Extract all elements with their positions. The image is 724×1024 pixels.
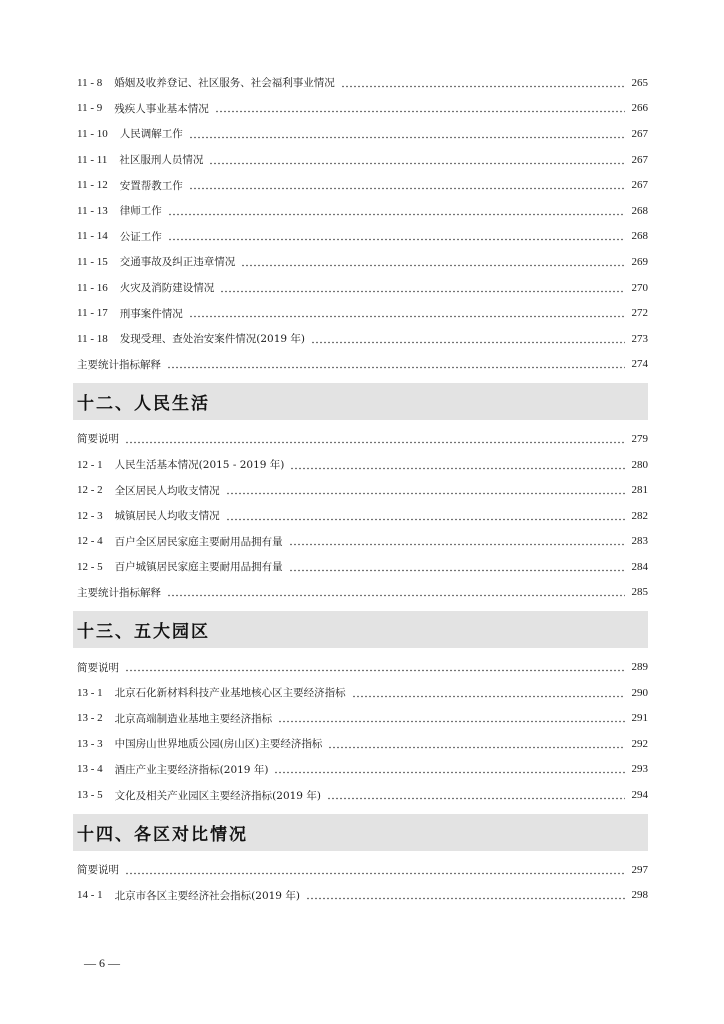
toc-entry[interactable] <box>73 172 648 198</box>
entry-title: 北京市各区主要经济社会指标(2019 年) <box>114 889 300 902</box>
entry-title: 主要统计指标解释 <box>77 358 161 371</box>
entry-title: 简要说明 <box>77 661 119 674</box>
dot-leader <box>241 257 625 267</box>
toc-entry[interactable] <box>73 198 648 224</box>
dot-leader <box>125 434 625 444</box>
dot-leader <box>189 180 625 190</box>
entry-page-number: 272 <box>631 307 648 320</box>
entry-number: 11 - 11 <box>77 153 108 166</box>
toc-entry[interactable] <box>73 705 648 731</box>
entry-title: 人民生活基本情况(2015 - 2019 年) <box>114 459 285 472</box>
toc-entry[interactable] <box>73 580 648 606</box>
dot-leader <box>327 790 625 800</box>
entry-page-number: 284 <box>631 560 648 573</box>
entry-title: 律师工作 <box>119 205 162 218</box>
entry-number: 13 - 5 <box>77 789 103 802</box>
toc-entry[interactable] <box>73 477 648 503</box>
entry-page-number: 279 <box>631 432 648 445</box>
entry-page-number: 268 <box>631 204 648 217</box>
dot-leader <box>220 283 625 293</box>
entry-title: 全区居民人均收支情况 <box>114 484 220 497</box>
toc-entry[interactable] <box>73 96 648 122</box>
section-heading: 十三、五大园区 <box>73 611 648 648</box>
entry-page-number: 267 <box>631 127 648 140</box>
entry-title: 北京石化新材料科技产业基地核心区主要经济指标 <box>114 687 346 700</box>
toc-entry[interactable] <box>73 275 648 301</box>
entry-number: 11 - 18 <box>77 332 108 345</box>
dot-leader <box>278 713 625 723</box>
toc-entry[interactable] <box>73 757 648 783</box>
entry-title: 发现受理、查处治安案件情况(2019 年) <box>119 333 306 346</box>
entry-title: 简要说明 <box>77 433 119 446</box>
entry-title: 人民调解工作 <box>119 128 183 141</box>
toc-entry[interactable] <box>73 529 648 555</box>
dot-leader <box>328 739 625 749</box>
entry-number: 11 - 8 <box>77 76 103 89</box>
entry-number: 12 - 4 <box>77 535 103 548</box>
entry-title: 百户城镇居民家庭主要耐用品拥有量 <box>114 561 283 574</box>
entry-title: 婚姻及收养登记、社区服务、社会福利事业情况 <box>114 77 335 90</box>
dot-leader <box>125 662 625 672</box>
toc-entry[interactable] <box>73 249 648 275</box>
entry-number: 13 - 2 <box>77 712 103 725</box>
dot-leader <box>168 231 625 241</box>
entry-number: 13 - 3 <box>77 737 103 750</box>
entry-title: 安置帮教工作 <box>119 179 183 192</box>
entry-number: 12 - 3 <box>77 509 103 522</box>
entry-title: 中国房山世界地质公园(房山区)主要经济指标 <box>114 738 323 751</box>
entry-page-number: 267 <box>631 153 648 166</box>
section-heading: 十四、各区对比情况 <box>73 814 648 851</box>
dot-leader <box>167 587 625 597</box>
table-of-contents <box>73 70 648 908</box>
toc-entry[interactable] <box>73 326 648 352</box>
toc-entry[interactable] <box>73 121 648 147</box>
entry-title: 公证工作 <box>119 230 162 243</box>
entry-page-number: 274 <box>631 358 648 371</box>
entry-number: 11 - 15 <box>77 255 108 268</box>
dot-leader <box>289 536 625 546</box>
entry-title: 酒庄产业主要经济指标(2019 年) <box>114 763 269 776</box>
entry-page-number: 283 <box>631 535 648 548</box>
entry-page-number: 267 <box>631 179 648 192</box>
toc-entry[interactable] <box>73 452 648 478</box>
page-number-footer: — 6 — <box>84 956 120 970</box>
toc-entry[interactable] <box>73 857 648 883</box>
entry-title: 社区服刑人员情况 <box>119 154 204 167</box>
entry-page-number: 298 <box>631 889 648 902</box>
toc-entry[interactable] <box>73 300 648 326</box>
entry-page-number: 280 <box>631 458 648 471</box>
entry-number: 12 - 5 <box>77 560 103 573</box>
dot-leader <box>215 103 625 113</box>
entry-page-number: 289 <box>631 661 648 674</box>
toc-entry[interactable] <box>73 554 648 580</box>
toc-entry[interactable] <box>73 882 648 908</box>
entry-page-number: 285 <box>631 586 648 599</box>
entry-title: 简要说明 <box>77 864 119 877</box>
dot-leader <box>341 78 625 88</box>
entry-page-number: 291 <box>631 712 648 725</box>
entry-number: 13 - 4 <box>77 763 103 776</box>
toc-entry[interactable] <box>73 224 648 250</box>
dot-leader <box>168 206 625 216</box>
entry-page-number: 265 <box>631 76 648 89</box>
entry-number: 11 - 14 <box>77 230 108 243</box>
entry-title: 主要统计指标解释 <box>77 586 161 599</box>
entry-number: 11 - 13 <box>77 204 108 217</box>
entry-page-number: 268 <box>631 230 648 243</box>
entry-page-number: 270 <box>631 281 648 294</box>
entry-number: 14 - 1 <box>77 889 103 902</box>
dot-leader <box>189 129 625 139</box>
entry-page-number: 293 <box>631 763 648 776</box>
entry-title: 城镇居民人均收支情况 <box>114 510 220 523</box>
entry-page-number: 281 <box>631 484 648 497</box>
toc-entry[interactable] <box>73 731 648 757</box>
toc-entry[interactable] <box>73 782 648 808</box>
entry-page-number: 269 <box>631 255 648 268</box>
entry-title: 文化及相关产业园区主要经济指标(2019 年) <box>114 789 321 802</box>
dot-leader <box>167 359 625 369</box>
entry-page-number: 292 <box>631 737 648 750</box>
dot-leader <box>290 460 625 470</box>
entry-number: 12 - 2 <box>77 484 103 497</box>
entry-page-number: 290 <box>631 686 648 699</box>
dot-leader <box>274 764 625 774</box>
dot-leader <box>125 865 625 875</box>
toc-entry[interactable] <box>73 147 648 173</box>
dot-leader <box>311 334 625 344</box>
entry-page-number: 273 <box>631 332 648 345</box>
entry-number: 11 - 10 <box>77 127 108 140</box>
entry-number: 11 - 17 <box>77 307 108 320</box>
toc-entry[interactable] <box>73 352 648 378</box>
entry-title: 火灾及消防建设情况 <box>119 282 215 295</box>
entry-number: 12 - 1 <box>77 458 103 471</box>
entry-number: 13 - 1 <box>77 686 103 699</box>
entry-page-number: 297 <box>631 863 648 876</box>
dot-leader <box>226 485 625 495</box>
entry-title: 刑事案件情况 <box>119 307 183 320</box>
toc-entry[interactable] <box>73 426 648 452</box>
toc-entry[interactable] <box>73 503 648 529</box>
entry-title: 残疾人事业基本情况 <box>114 102 209 115</box>
dot-leader <box>226 511 625 521</box>
section-heading: 十二、人民生活 <box>73 383 648 420</box>
toc-entry[interactable] <box>73 70 648 96</box>
entry-number: 11 - 16 <box>77 281 108 294</box>
entry-title: 百户全区居民家庭主要耐用品拥有量 <box>114 535 283 548</box>
entry-page-number: 282 <box>631 509 648 522</box>
entry-title: 交通事故及纠正违章情况 <box>119 256 236 269</box>
toc-entry[interactable] <box>73 654 648 680</box>
dot-leader <box>352 688 625 698</box>
dot-leader <box>209 155 625 165</box>
entry-number: 11 - 9 <box>77 102 103 115</box>
entry-page-number: 294 <box>631 789 648 802</box>
entry-title: 北京高端制造业基地主要经济指标 <box>114 712 273 725</box>
entry-page-number: 266 <box>631 102 648 115</box>
dot-leader <box>189 308 625 318</box>
toc-entry[interactable] <box>73 680 648 706</box>
dot-leader <box>289 562 625 572</box>
dot-leader <box>306 890 625 900</box>
entry-number: 11 - 12 <box>77 179 108 192</box>
